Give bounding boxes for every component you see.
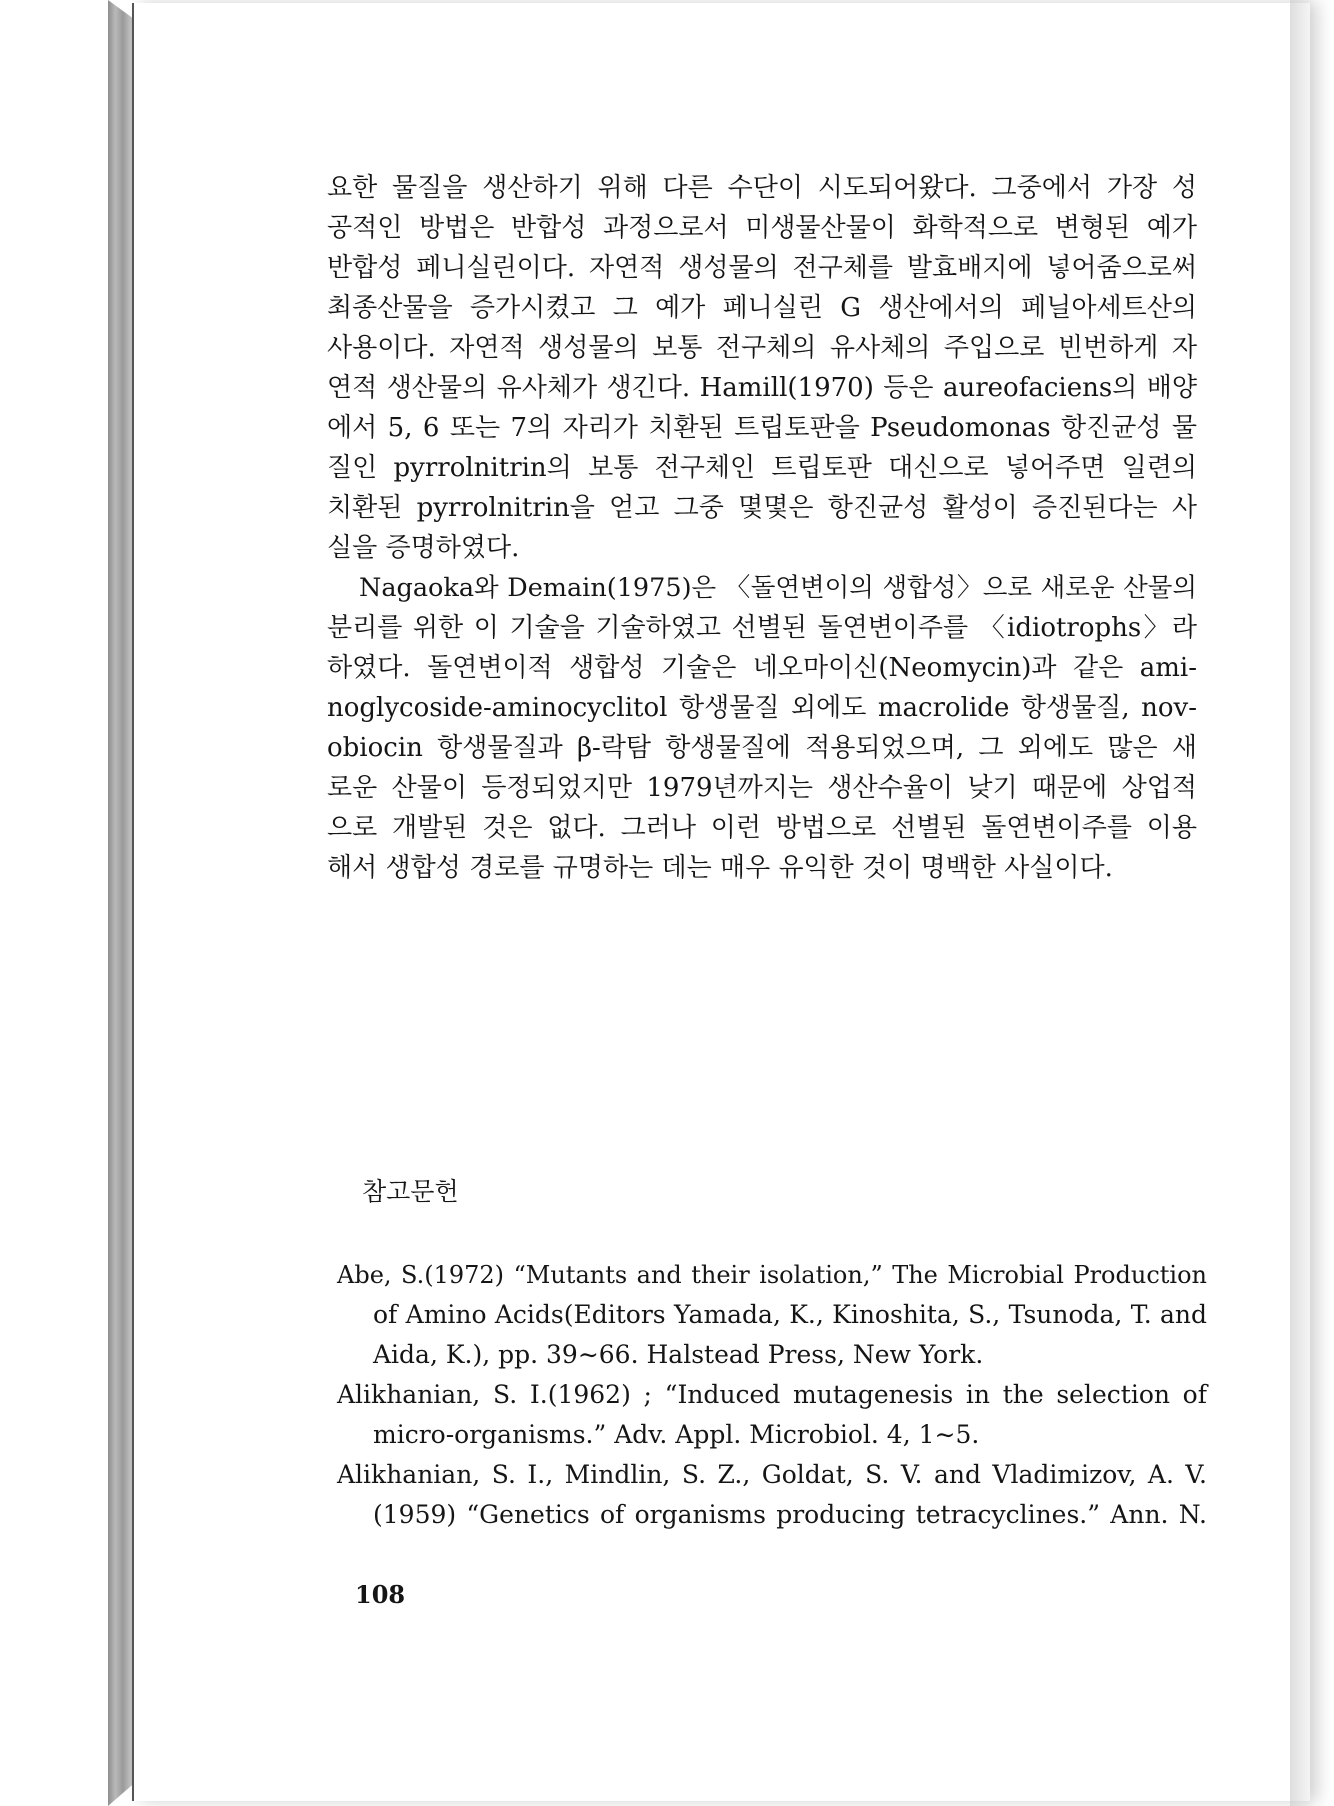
reference-list	[337, 1255, 1207, 1535]
reference-line: Aida, K.), pp. 39∼66. Halstead Press, New York.	[373, 1340, 984, 1369]
text-line: 치환된 pyrrolnitrin을 얻고 그중 몇몇은 항진균성 활성이 증진된다는 사	[327, 493, 1197, 523]
text-line: 사용이다. 자연적 생성물의 보통 전구체의 유사체의 주입으로 빈번하게 자	[327, 333, 1197, 363]
reference-line: micro-organisms.” Adv. Appl. Microbiol. 4, 1∼5.	[373, 1420, 980, 1449]
reference-line: Abe, S.(1972) “Mutants and their isolation,” The Microbial Production	[337, 1261, 1207, 1289]
text-line: 으로 개발된 것은 없다. 그러나 이런 방법으로 선별된 돌연변이주를 이용	[327, 813, 1197, 843]
reference-line: Alikhanian, S. I., Mindlin, S. Z., Goldat, S. V. and Vladimizov, A. V.	[337, 1460, 1207, 1489]
text-line: 반합성 페니실린이다. 자연적 생성물의 전구체를 발효배지에 넣어줌으로써	[327, 253, 1197, 283]
paragraph-2	[327, 568, 1197, 888]
text-line: 최종산물을 증가시켰고 그 예가 페니실린 G 생산에서의 페닐아세트산의	[327, 293, 1197, 323]
paragraph-1	[327, 168, 1197, 568]
text-line: 요한 물질을 생산하기 위해 다른 수단이 시도되어왔다. 그중에서 가장 성	[327, 173, 1197, 203]
text-line: 분리를 위한 이 기술을 기술하였고 선별된 돌연변이주를 〈idiotrophs〉라	[327, 613, 1197, 643]
text-line: noglycoside-aminocyclitol 항생물질 외에도 macrolide 항생물질, nov-	[327, 693, 1197, 723]
text-line: 해서 생합성 경로를 규명하는 데는 매우 유익한 것이 명백한 사실이다.	[327, 853, 1113, 883]
text-line: 공적인 방법은 반합성 과정으로서 미생물산물이 화학적으로 변형된 예가	[327, 213, 1197, 243]
reference-line: of Amino Acids(Editors Yamada, K., Kinoshita, S., Tsunoda, T. and	[373, 1300, 1207, 1329]
reference-line: (1959) “Genetics of organisms producing tetracyclines.” Ann. N.	[373, 1500, 1207, 1529]
body-text	[327, 168, 1197, 888]
text-line: 에서 5, 6 또는 7의 자리가 치환된 트립토판을 Pseudomonas 항진균성 물	[327, 413, 1197, 443]
page-right-shadow	[1290, 0, 1334, 1806]
reference-entry	[337, 1455, 1207, 1535]
reference-entry	[337, 1255, 1207, 1375]
reference-entry	[337, 1375, 1207, 1455]
text-line: 로운 산물이 등정되었지만 1979년까지는 생산수율이 낮기 때문에 상업적	[327, 773, 1197, 803]
reference-line: Alikhanian, S. I.(1962) ; “Induced mutagenesis in the selection of	[337, 1380, 1207, 1409]
text-line: 실을 증명하였다.	[327, 533, 520, 563]
text-line: 하였다. 돌연변이적 생합성 기술은 네오마이신(Neomycin)과 같은 ami-	[327, 653, 1197, 683]
text-line: 연적 생산물의 유사체가 생긴다. Hamill(1970) 등은 aureofaciens의 배양	[327, 373, 1197, 403]
text-line: obiocin 항생물질과 β-락탐 항생물질에 적용되었으며, 그 외에도 많은 새	[327, 733, 1197, 763]
text-line: Nagaoka와 Demain(1975)은 〈돌연변이의 생합성〉으로 새로운 산물의	[359, 573, 1197, 603]
references-heading: 참고문헌	[362, 1177, 459, 1206]
page-number: 108	[355, 1580, 406, 1609]
text-line: 질인 pyrrolnitrin의 보통 전구체인 트립토판 대신으로 넣어주면 일련의	[327, 453, 1197, 483]
